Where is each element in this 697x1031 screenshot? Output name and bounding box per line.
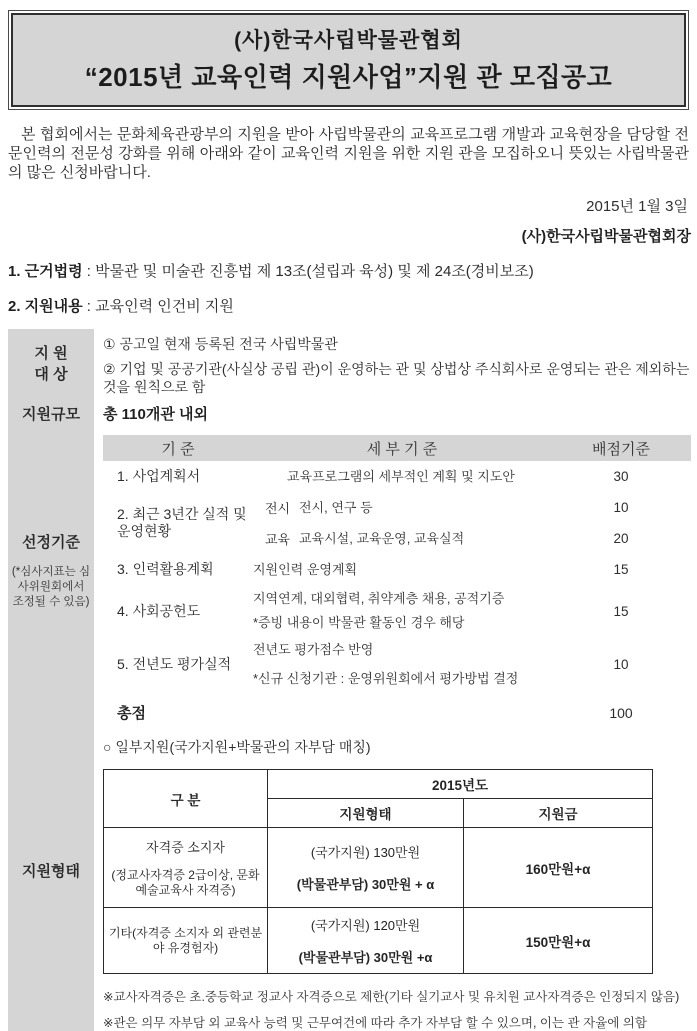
scoring-row-2-criterion: 2. 최근 3년간 실적 및 운영현황 [117, 506, 247, 539]
footnote-self-burden: ※관은 의무 자부담 외 교육사 능력 및 근무여건에 따라 추가 자부담 할 수 있으며, 이는 관 자율에 의함 [103, 1016, 647, 1030]
scoring-total-label: 총점 [117, 705, 146, 722]
scoring-row-3 [103, 554, 691, 585]
row-content-support-type [103, 710, 697, 1031]
document-title: “2015년 교육인력 지원사업”지원 관 모집공고 [84, 62, 613, 92]
support-row-certified-amount: 160만원+α [464, 828, 653, 908]
section-legal-basis [8, 260, 689, 281]
scoring-row-1 [103, 461, 691, 492]
support-header-year: 2015년도 [268, 770, 653, 799]
scoring-row-2b-sublabel: 교육 [265, 532, 291, 547]
section-support-content [8, 295, 689, 316]
support-row-other [104, 908, 653, 974]
support-header-amount: 지원금 [464, 799, 653, 828]
row-label-criteria [8, 430, 94, 710]
row-label-target [8, 329, 94, 396]
support-row-other-type [268, 908, 464, 974]
support-row-other-amount: 150만원+α [464, 908, 653, 974]
scoring-header-detail: 세 부 기 준 [366, 440, 438, 458]
scoring-row-2b-detail: 교육시설, 교육운영, 교육실적 [299, 530, 465, 546]
scoring-header-score: 배점기준 [592, 440, 650, 458]
support-amount-table [103, 769, 653, 974]
support-row-other-category-main: 기타(자격증 소지자 외 관련분야 유경험자) [108, 925, 263, 955]
scoring-row-5-detail-1: 전년도 평가점수 반영 [253, 642, 374, 657]
section-legal-basis-text: : 박물관 및 미술관 진흥법 제 13조(설립과 육성) 및 제 24조(경비보조) [82, 263, 534, 280]
support-row-certified-category [104, 828, 268, 908]
support-row-other-museum: (박물관부담) 30만원 +α [298, 950, 433, 965]
title-box-inner [11, 13, 686, 107]
footnote-teacher-cert: ※교사자격증은 초.중등학교 정교사 자격증으로 제한(기타 실기교사 및 유치원 교사자격증은 인정되지 않음) [103, 990, 680, 1004]
scoring-row-4-score: 15 [613, 603, 629, 619]
organization-title: (사)한국사립박물관협회 [234, 29, 463, 52]
signer: (사)한국사립박물관협회장 [521, 228, 691, 245]
scoring-row-5-score: 10 [613, 657, 629, 672]
support-row-other-category [104, 908, 268, 974]
section-legal-basis-label: 1. 근거법령 [8, 263, 83, 280]
support-row-certified-type [268, 828, 464, 908]
scoring-header-criteria: 기 준 [161, 440, 195, 458]
scoring-row-2b [253, 523, 691, 554]
main-info-table [8, 329, 697, 1030]
target-item-2: ② 기업 및 공공기관(사실상 공립 관)이 운영하는 관 및 상법상 주식회사로 운영되는 관은 제외하는 것을 원칙으로 함 [103, 361, 690, 395]
scoring-row-2a-score: 10 [613, 500, 629, 515]
support-row-other-national: (국가지원) 120만원 [310, 918, 421, 933]
row-label-scale: 지원규모 [8, 396, 94, 430]
intro-paragraph: 본 협회에서는 문화체육관광부의 지원을 받아 사립박물관의 교육프로그램 개발과 교육현장을 담당할 전문인력의 전문성 강화를 위해 아래와 같이 교육인력 지원을 위한 지원 관을 모집하오니 뜻있는 사립박물관의 많은 신청바랍니다. [8, 126, 689, 181]
footnotes [103, 990, 691, 1031]
support-header-type: 지원형태 [268, 799, 464, 828]
scoring-row-1-detail: 교육프로그램의 세부적인 계획 및 지도안 [287, 468, 515, 484]
scoring-row-2 [103, 492, 691, 554]
row-label-support-type: 지원형태 [8, 710, 94, 1031]
support-row-certified [104, 828, 653, 908]
scoring-row-2b-score: 20 [613, 531, 629, 546]
scoring-row-2a-detail: 전시, 연구 등 [299, 499, 373, 515]
scoring-table [103, 435, 691, 731]
scoring-row-1-criterion: 1. 사업계획서 [117, 468, 201, 484]
criteria-label-note: (*심사지표는 심사위원회에서 조정될 수 있음) [11, 565, 91, 608]
scoring-total-score: 100 [609, 704, 633, 721]
announcement-document [0, 10, 697, 1030]
scoring-row-4-criterion: 4. 사회공헌도 [117, 602, 201, 619]
scoring-header-row [103, 435, 691, 461]
partial-support-title: ○ 일부지원(국가지원+박물관의 자부담 매칭) [103, 739, 371, 755]
row-label-target-line2: 대 상 [34, 365, 68, 383]
scoring-row-1-score: 30 [613, 469, 629, 484]
support-header-category: 구 분 [104, 770, 268, 828]
support-header-row-1 [104, 770, 653, 799]
criteria-label-text: 선정기준 [22, 533, 80, 551]
support-row-certified-category-main: 자격증 소지자 [146, 840, 225, 855]
support-row-certified-museum: (박물관부담) 30만원 + α [296, 877, 435, 892]
target-item-1: ① 공고일 현재 등록된 전국 사립박물관 [103, 336, 338, 352]
row-content-criteria [103, 430, 697, 722]
scoring-row-5-criterion: 5. 전년도 평가실적 [117, 656, 232, 672]
scoring-row-4 [103, 585, 691, 637]
title-box [8, 10, 689, 110]
scoring-row-4-detail-2: *증빙 내용이 박물관 활동인 경우 해당 [253, 615, 465, 630]
scoring-row-3-criterion: 3. 인력활용계획 [117, 561, 214, 577]
section-support-content-label: 2. 지원내용 [8, 298, 83, 315]
row-label-target-line1: 지 원 [34, 344, 68, 362]
support-row-certified-national: (국가지원) 130만원 [310, 845, 421, 860]
scoring-row-5-detail-2: *신규 신청기관 : 운영위원회에서 평가방법 결정 [253, 671, 519, 686]
row-content-scale: 총 110개관 내외 [103, 405, 208, 423]
scoring-row-4-detail-1: 지역연계, 대외협력, 취약계층 채용, 공적기증 [253, 591, 505, 606]
scoring-row-3-detail: 지원인력 운영계획 [253, 561, 358, 577]
support-row-certified-category-sub: (정교사자격증 2급이상, 문화 예술교육사 자격증) [111, 868, 260, 897]
section-support-content-text: : 교육인력 인건비 지원 [82, 298, 234, 315]
scoring-row-2a [253, 492, 691, 523]
scoring-row-3-score: 15 [613, 562, 629, 577]
announcement-date: 2015년 1월 3일 [586, 198, 688, 215]
row-content-target [103, 329, 697, 396]
scoring-row-2a-sublabel: 전시 [265, 501, 291, 516]
scoring-row-5 [103, 637, 691, 692]
